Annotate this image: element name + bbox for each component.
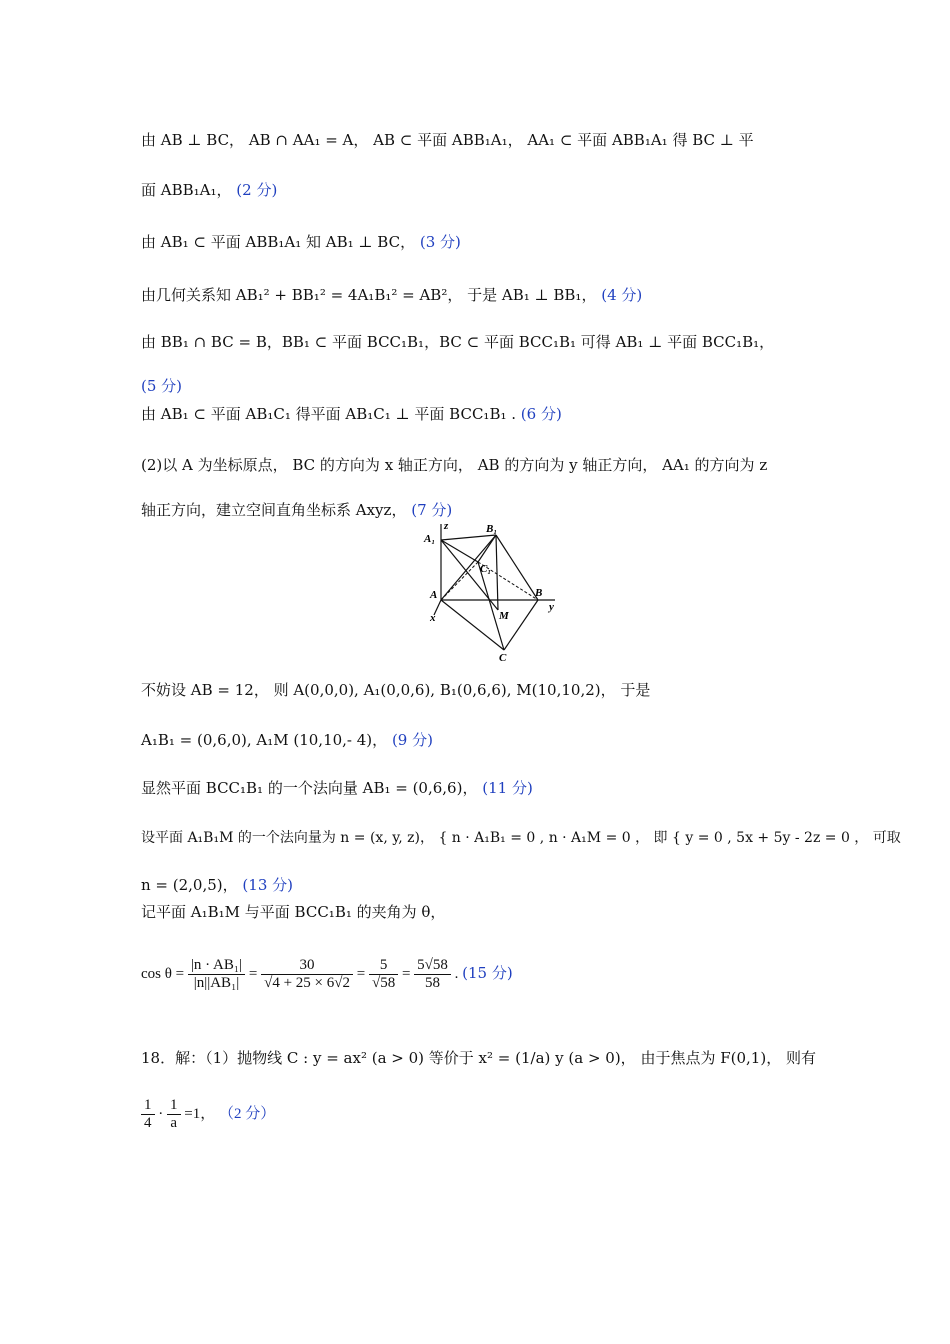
line-11: A₁B₁ = (0,6,0), A₁M (10,10,- 4)， (9 分)	[141, 731, 433, 749]
label-a: A	[430, 589, 438, 601]
score-7: (7 分)	[411, 501, 453, 519]
label-x: x	[430, 612, 436, 624]
label-y: y	[549, 601, 554, 613]
line-13: 设平面 A₁B₁M 的一个法向量为 n = (x, y, z)， { n · A₁B₁ = 0 , n · A₁M = 0 ， 即 { y = 0 , 5x + 5y - 2z = 0 ， 可取	[141, 830, 901, 846]
label-b: B	[535, 587, 543, 599]
line-4: 由几何关系知 AB₁² + BB₁² = 4A₁B₁² = AB²， 于是 AB₁ ⊥ BB₁， (4 分)	[141, 286, 643, 304]
fraction-quarter: $\frac{1}{4}$	[141, 1097, 155, 1132]
label-c: C	[499, 652, 507, 664]
score-11: (11 分)	[482, 779, 533, 797]
edge-a-c1	[441, 562, 478, 600]
cos-theta-equation: cos θ = $\frac{\text{|n · AB₁|}}{\text{|n||AB₁|}}$ = $\frac{30}{√4 + 25 \times 6√2}$ = $\frac{5}{√58}$ = $\frac{5√58}{58}$ . (15 分)	[141, 957, 513, 991]
line-7: 由 AB₁ ⊂ 平面 AB₁C₁ 得平面 AB₁C₁ ⊥ 平面 BCC₁B₁ . (6 分)	[141, 405, 562, 423]
line-12: 显然平面 BCC₁B₁ 的一个法向量 AB₁ = (0,6,6)， (11 分)	[141, 779, 533, 797]
line-2: 面 ABB₁A₁， (2 分)	[141, 181, 278, 199]
edge-b-c	[504, 600, 538, 650]
label-b1: B₁	[486, 523, 498, 535]
score-2-second: （2 分）	[218, 1105, 276, 1122]
fraction-4: $\frac{5√58}{58}$	[414, 957, 451, 992]
label-a1: A₁	[424, 533, 436, 545]
line-1: 由 AB ⊥ BC， AB ∩ AA₁ = A， AB ⊂ 平面 ABB₁A₁， AA₁ ⊂ 平面 ABB₁A₁ 得 BC ⊥ 平	[141, 131, 754, 149]
edge-b1-b	[496, 535, 538, 600]
score-5: (5 分)	[141, 377, 183, 395]
label-z: z	[444, 520, 449, 532]
score-13: (13 分)	[242, 876, 293, 894]
edge-a-c	[441, 600, 504, 650]
line-18: $\frac{1}{4}$ · $\frac{1}{a}$ =1， （2 分）	[141, 1097, 275, 1132]
edge-a1-b1	[441, 535, 496, 540]
score-6: (6 分)	[520, 405, 562, 423]
line-3: 由 AB₁ ⊂ 平面 ABB₁A₁ 知 AB₁ ⊥ BC， (3 分)	[141, 233, 461, 251]
score-15: (15 分)	[462, 963, 513, 982]
line-15: 记平面 A₁B₁M 与平面 BCC₁B₁ 的夹角为 θ，	[141, 903, 446, 921]
label-m: M	[499, 610, 509, 622]
line-8: (2)以 A 为坐标原点， BC 的方向为 x 轴正方向， AB 的方向为 y 轴正方向， AA₁ 的方向为 z	[141, 456, 768, 474]
edge-b1-m	[496, 535, 498, 610]
edge-a1-c1	[441, 540, 478, 562]
geometry-figure	[420, 520, 570, 665]
score-4: (4 分)	[601, 286, 643, 304]
line-6	[141, 376, 182, 396]
fraction-3: $\frac{5}{√58}$	[369, 957, 398, 992]
fraction-1: $\frac{\text{|n · AB₁|}}{\text{|n||AB₁|}}$	[188, 957, 245, 992]
edge-c1-c	[478, 562, 504, 650]
label-c1: C₁	[480, 563, 492, 575]
score-2: (2 分)	[236, 181, 278, 199]
score-9: (9 分)	[391, 731, 433, 749]
fraction-one-over-a: $\frac{1}{a}$	[167, 1097, 181, 1132]
line-17: 18．解：（1）抛物线 C : y = ax² (a > 0) 等价于 x² = (1/a) y (a > 0)， 由于焦点为 F(0,1)， 则有	[141, 1049, 816, 1067]
fraction-2: $\frac{30}{√4 + 25 \times 6√2}$	[261, 957, 353, 992]
line-9: 轴正方向，建立空间直角坐标系 Axyz， (7 分)	[141, 501, 453, 519]
line-10: 不妨设 AB = 12， 则 A(0,0,0), A₁(0,0,6), B₁(0,6,6), M(10,10,2)， 于是	[141, 681, 651, 699]
line-5: 由 BB₁ ∩ BC = B，BB₁ ⊂ 平面 BCC₁B₁，BC ⊂ 平面 BCC₁B₁ 可得 AB₁ ⊥ 平面 BCC₁B₁，	[141, 333, 775, 351]
score-3: (3 分)	[419, 233, 461, 251]
line-14: n = (2,0,5)， (13 分)	[141, 876, 293, 894]
